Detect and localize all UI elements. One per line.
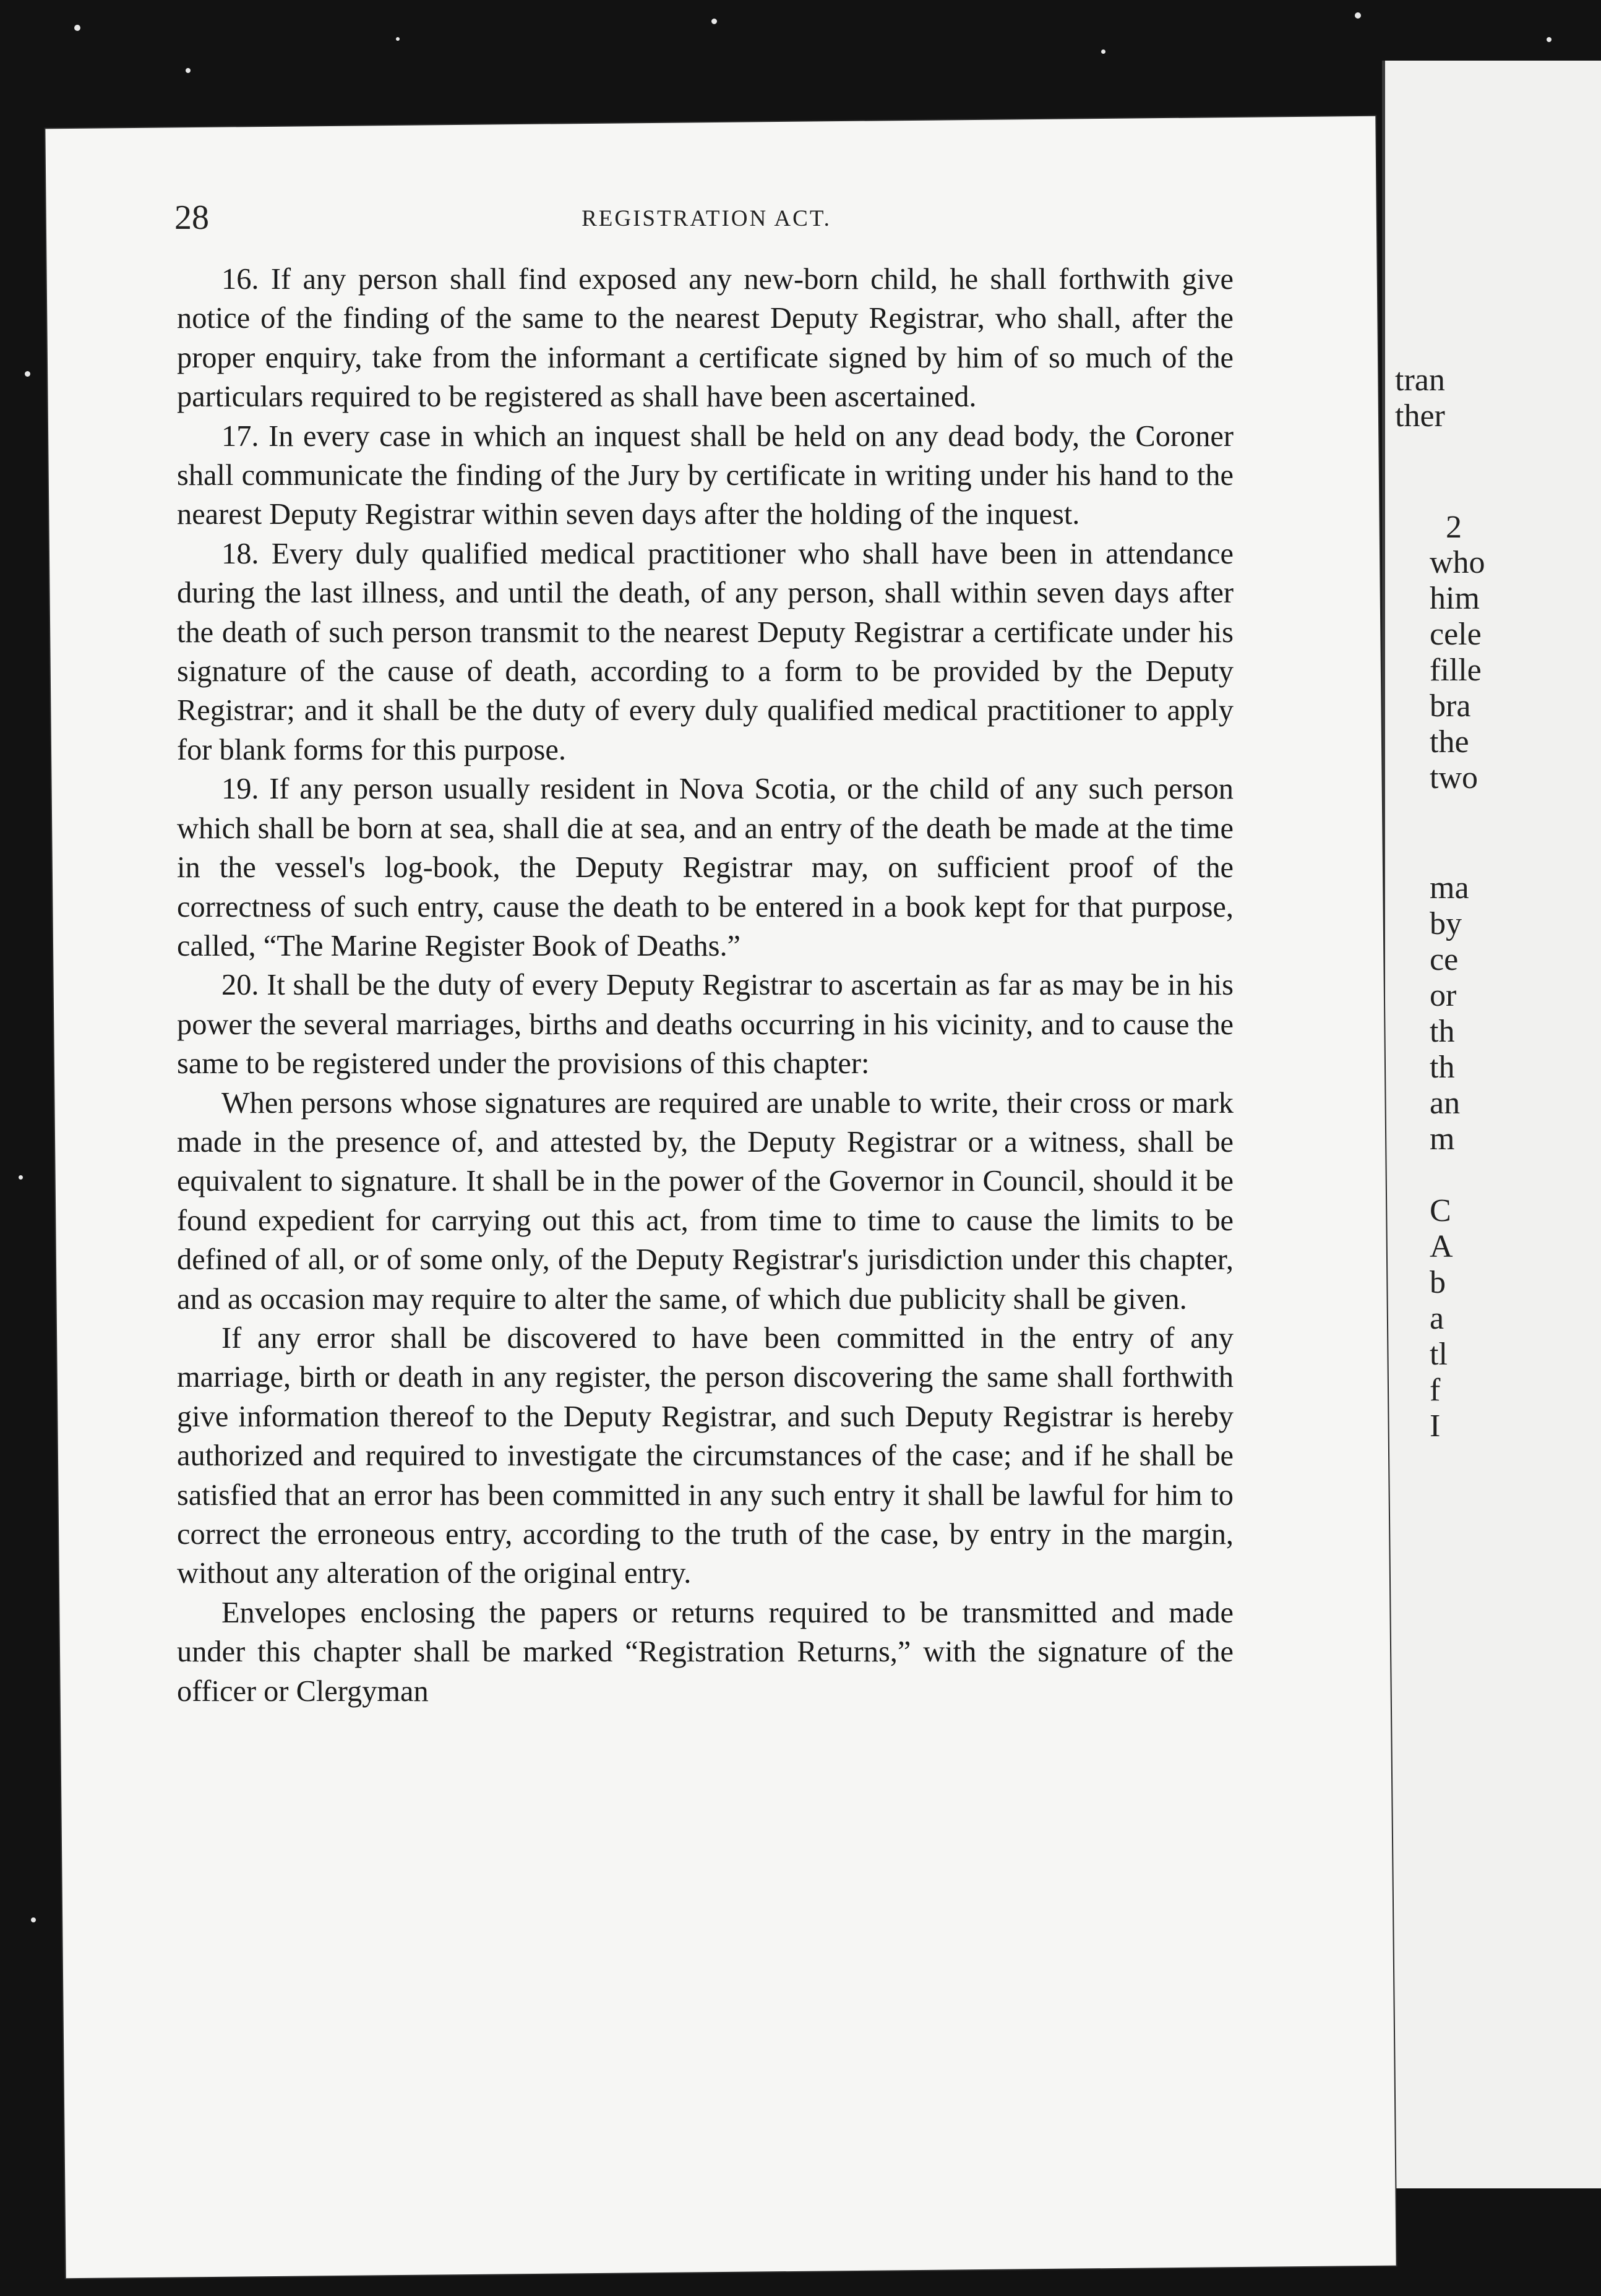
paragraph-envelopes: Envelopes enclosing the papers or returns required to be transmitted and made under this chapter shall be marked “Registration Returns,” with the signature of the officer or Clergyman — [177, 1596, 1234, 1708]
fragment: him — [1430, 581, 1480, 616]
paragraph-20: 20. It shall be the duty of every Deputy Registrar to ascertain as far as may be in his power the several marriages, births and deaths occurring in his vicinity, and to cause the same to be registered under the provisions of this chapter: — [177, 969, 1234, 1081]
paragraph-signatures: When persons whose signatures are required are unable to write, their cross or mark made in the presence of, and attested by, the Deputy Registrar or a witness, shall be equivalent to signature. It shall be in the power of the Governor in Council, should it be found expedient for carrying out this act, from time to time to cause the limits to be defined of all, or of some only, of the Deputy Registrar's jurisdiction under this chapter, and as occasion may require to alter the same, of which due publicity shall be given. — [177, 1086, 1234, 1316]
fragment: ce — [1430, 942, 1459, 977]
body-text — [177, 260, 1234, 1711]
fragment: who — [1430, 545, 1485, 580]
fragment: tran — [1395, 362, 1445, 398]
paragraph-errors: If any error shall be discovered to have been committed in the entry of any marriage, birth or death in any register, the person discovering the same shall forthwith give information thereof to the Deputy Registrar, and such Deputy Registrar is hereby authorized and required to investigate the circumstances of the case; and if he shall be satisfied that an error has been committed in any such entry it shall be lawful for him to correct the erroneous entry, according to the truth of the case, by entry in the margin, without any alteration of the original entry. — [177, 1321, 1234, 1590]
fragment: or — [1430, 978, 1457, 1013]
fragment: b — [1430, 1265, 1446, 1300]
fragment: tl — [1430, 1337, 1448, 1372]
paragraph-17: 17. In every case in which an inquest shall be held on any dead body, the Coroner shall communicate the finding of the Jury by certificate in writing under his hand to the nearest Deputy Registrar within seven days after the holding of the inquest. — [177, 419, 1234, 531]
running-head: REGISTRATION ACT. — [582, 206, 831, 231]
fragment: cele — [1430, 617, 1482, 652]
fragment: a — [1430, 1301, 1444, 1336]
fragment: th — [1430, 1050, 1455, 1085]
paragraph-19: 19. If any person usually resident in Nova Scotia, or the child of any such person which shall be born at sea, shall die at sea, and an entry of the death be made at the time in the vessel's log-book, the Deputy Registrar may, on sufficient proof of the correctness of such entry, cause the death to be entered in a book kept for that purpose, called, “The Marine Register Book of Deaths.” — [177, 773, 1234, 962]
fragment: the — [1430, 724, 1469, 760]
fragment: C — [1430, 1193, 1451, 1228]
fragment: ma — [1430, 870, 1469, 906]
facing-page — [1382, 61, 1601, 2188]
fragment: ther — [1395, 398, 1445, 434]
fragment: f — [1430, 1373, 1441, 1408]
fragment: fille — [1430, 653, 1482, 688]
fragment: an — [1430, 1086, 1461, 1121]
page-header — [174, 198, 1238, 241]
fragment: by — [1430, 906, 1462, 941]
fragment: bra — [1430, 688, 1471, 724]
fragment: two — [1430, 760, 1478, 795]
paragraph-18: 18. Every duly qualified medical practitioner who shall have been in attendance during the last illness, and until the death, of any person, shall within seven days after the death of such person transmit to the nearest Deputy Registrar a certificate under his signature of the cause of death, according to a form to be provided by the Deputy Registrar; and it shall be the duty of every duly qualified medical practitioner to apply for blank forms for this purpose. — [177, 537, 1234, 766]
paragraph-16: 16. If any person shall find exposed any new-born child, he shall forthwith give notice of the finding of the same to the nearest Deputy Registrar, who shall, after the proper enquiry, take from the informant a certificate signed by him of so much of the particulars required to be registered as shall have been ascertained. — [177, 263, 1234, 414]
fragment: A — [1430, 1229, 1453, 1264]
fragment: 2 — [1446, 510, 1462, 545]
fragment: m — [1430, 1121, 1455, 1157]
fragment: th — [1430, 1014, 1455, 1049]
page-number: 28 — [174, 199, 209, 237]
fragment: I — [1430, 1408, 1441, 1444]
